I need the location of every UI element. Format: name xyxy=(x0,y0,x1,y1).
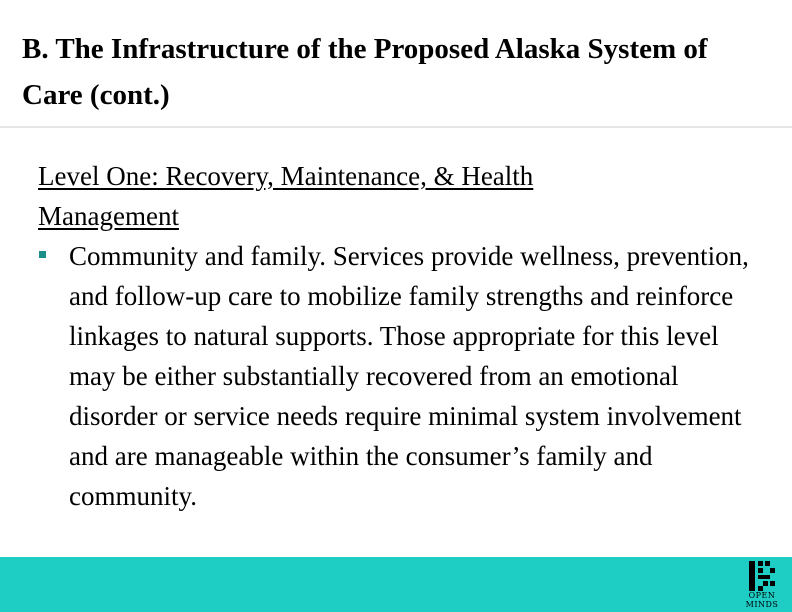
logo-text-open: OPEN xyxy=(748,591,776,600)
logo-wordmark xyxy=(745,591,779,609)
level-heading xyxy=(38,156,768,236)
logo-text-minds: MINDS xyxy=(745,600,779,609)
slide-title: B. The Infrastructure of the Proposed Alaska System of Care (cont.) xyxy=(22,33,708,111)
level-heading-line-1: Level One: Recovery, Maintenance, & Health xyxy=(38,161,534,191)
open-minds-logo-icon xyxy=(749,561,775,591)
title-divider xyxy=(0,126,792,128)
level-heading-line-2: Management xyxy=(38,201,179,231)
bullet-item xyxy=(38,236,768,516)
bullet-text: Community and family. Services provide wellness, prevention, and follow-up care to mobilize family strengths and reinforce linkages to natural supports. Those appropriate for this level may be either substantially recovered from an emotional disorder or service needs require minimal system involvement and are manageable within the consumer’s family and community. xyxy=(69,241,749,511)
slide-body xyxy=(38,156,768,516)
square-bullet-icon xyxy=(39,251,46,258)
footer-bar xyxy=(0,557,792,612)
open-minds-logo xyxy=(745,561,779,611)
